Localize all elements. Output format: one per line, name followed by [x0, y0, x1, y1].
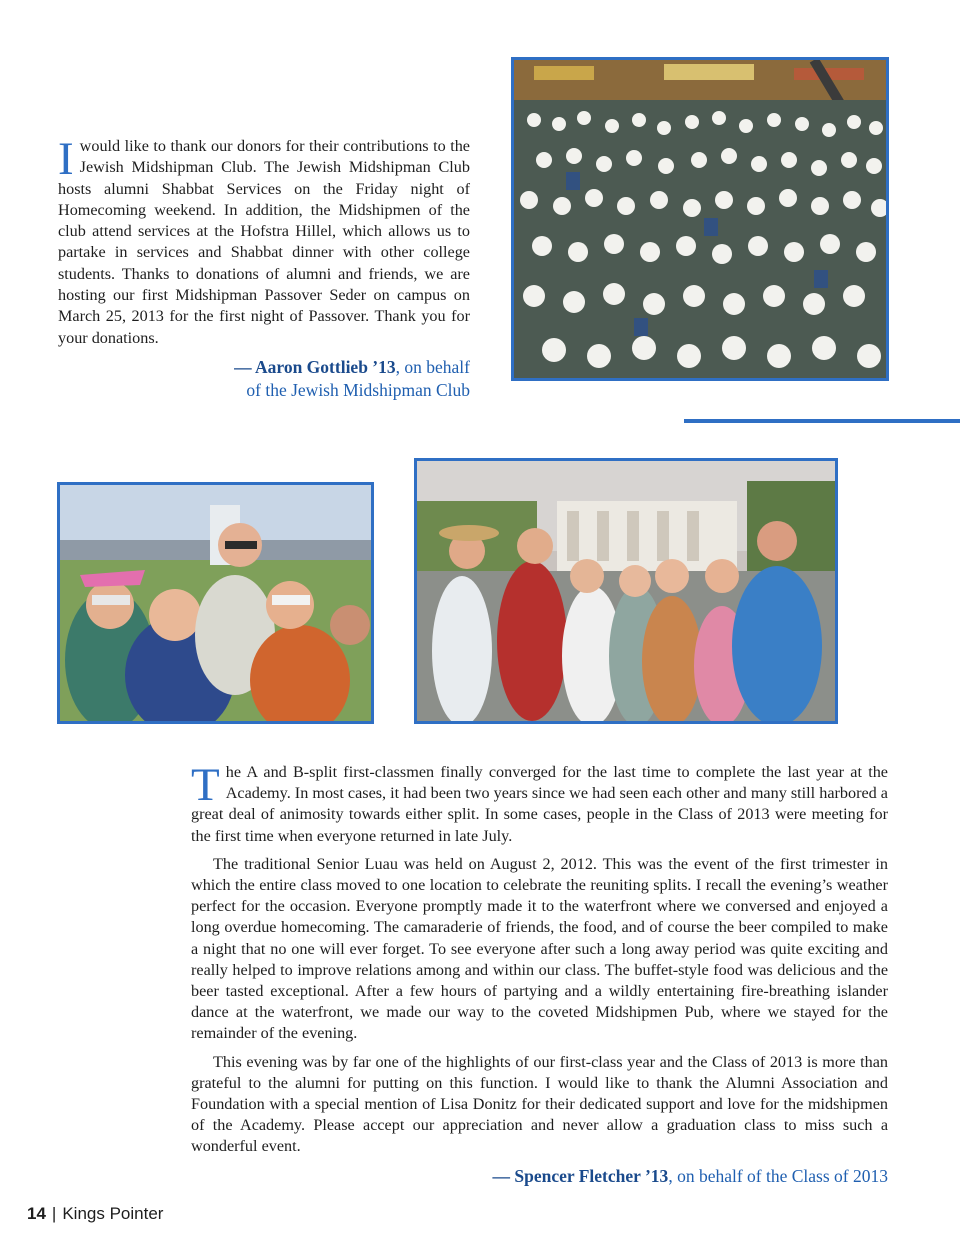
page-footer [27, 1204, 163, 1224]
page-number: 14 [27, 1204, 46, 1223]
article2-p1-text: he A and B-split first-classmen finally converged for the last time to complete the last year at the Academy. In most cases, it had been two years since we had seen each other and many still harbored a great deal of animosity towards either split. In some cases, people in the Class of 2013 were meeting for the first time when everyone returned in late July. [191, 763, 888, 845]
article2-signature-name: — Spencer Fletcher ’13 [492, 1166, 669, 1186]
photo-luau-group-sunglasses [57, 482, 374, 724]
article2-paragraph-1 [191, 759, 888, 847]
article1-body: would like to thank our donors for their contributions to the Jewish Midshipman Club. The Jewish Midshipman Club hosts alumni Shabbat Services on the Friday night of Homecoming weekend. In addition, the Midshipmen of the club attend services at the Hofstra Hillel, which allows us to partake in services and Shabbat dinner with other college students. Thanks to donations of alumni and friends, we are hosting our first Midshipman Passover Seder on campus on March 25, 2013 for the first night of Passover. Thank you for your donations. [58, 137, 470, 347]
article1-signature-line1: , on behalf [395, 357, 470, 377]
article2-dropcap: T [191, 759, 220, 811]
photo-stadium-crowd [511, 57, 889, 381]
stadium-crowd-image [514, 60, 886, 378]
article2-paragraph-2: The traditional Senior Luau was held on August 2, 2012. This was the event of the first trimester in which the entire class moved to one location to celebrate the reuniting splits. I recall the evening’s weather perfect for the occasion. Everyone promptly made it to the waterfront where we conversed and enjoyed a long overdue homecoming. The camaraderie of friends, the food, and of course the beer compiled to make a night that no one will ever forget. To see everyone after such a long away period was quite exciting and really helped to improve relations among and within our class. The buffet-style food was delicious and the beer tasted exceptional. After a few hours of partying and a wildly entertaining fire-breathing islander dance at the waterfront, we made our way to the coveted Midshipmen Pub, where we stayed for the remainder of the evening. [191, 854, 888, 1043]
article1-paragraph [58, 133, 470, 349]
article2-signature [493, 1165, 888, 1188]
article1-signature-line2: of the Jewish Midshipman Club [246, 380, 470, 400]
article-senior-luau [191, 759, 888, 1165]
article-jewish-midshipman-club [58, 133, 470, 349]
luau-family-group-image [417, 461, 835, 721]
article2-paragraph-3: This evening was by far one of the highlights of our first-class year and the Class of 2013 is more than grateful to the alumni for putting on this function. I would like to thank the Alumni Association and Foundation with a special mention of Lisa Donitz for their dedicated support and love for the midshipmen of the Academy. Please accept our appreciation and never allow a graduation class to miss such a wonderful event. [191, 1052, 888, 1156]
section-divider [684, 419, 960, 423]
article1-dropcap: I [58, 133, 74, 185]
luau-group-sunglasses-image [60, 485, 371, 721]
article1-signature [234, 356, 470, 402]
footer-separator: | [51, 1204, 57, 1223]
article2-signature-rest: , on behalf of the Class of 2013 [668, 1166, 888, 1186]
article1-signature-name: — Aaron Gottlieb ’13 [234, 357, 396, 377]
photo-luau-family-group [414, 458, 838, 724]
publication-name: Kings Pointer [62, 1204, 164, 1223]
